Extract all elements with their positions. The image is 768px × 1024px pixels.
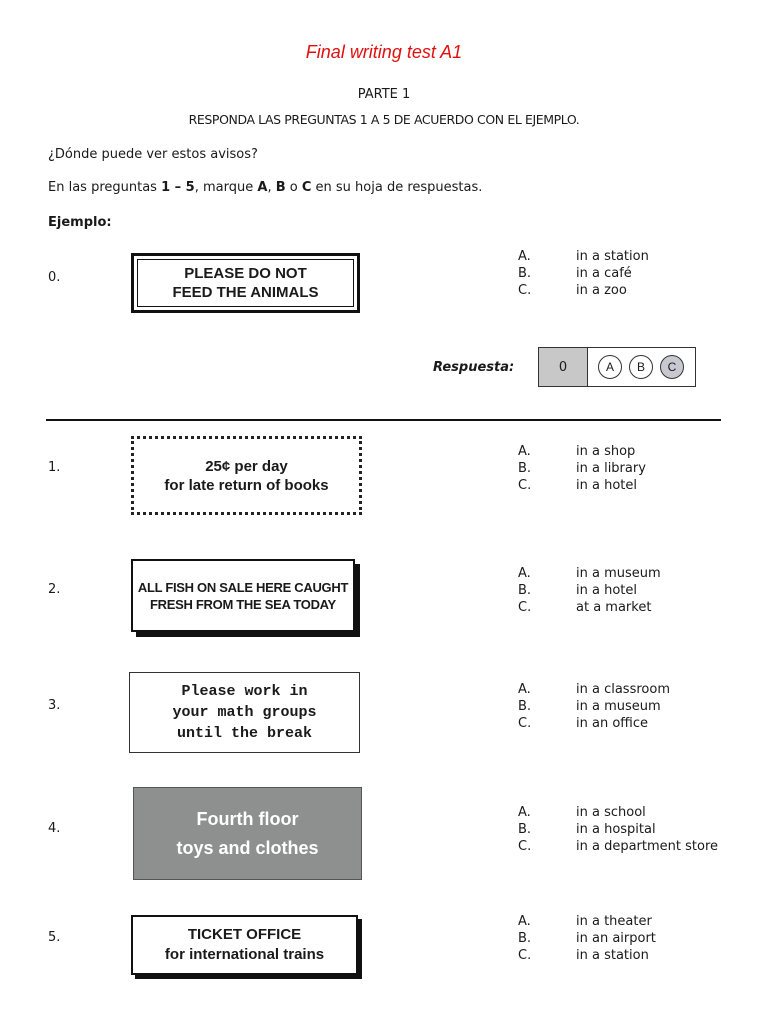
option: B. in a museum: [518, 699, 661, 714]
option: B. in a hospital: [518, 822, 656, 837]
option: A. in a station: [518, 249, 649, 264]
mark-suffix: en su hoja de respuestas.: [311, 180, 483, 195]
option: A. in a classroom: [518, 682, 670, 697]
question-3-options: [518, 681, 670, 732]
option: B. in an airport: [518, 931, 656, 946]
mark-prefix: En las preguntas: [48, 180, 162, 195]
answer-choice-b[interactable]: B: [629, 355, 653, 379]
mark-b: B: [275, 180, 286, 195]
question-number: 3.: [48, 698, 61, 713]
instruction-text: RESPONDA LAS PREGUNTAS 1 A 5 DE ACUERDO CON EL EJEMPLO.: [188, 112, 580, 127]
mark-range: 1 – 5: [161, 180, 195, 195]
page-title: Final writing test A1: [305, 42, 463, 62]
option: B. in a café: [518, 266, 632, 281]
mark-middle: , marque: [194, 180, 258, 195]
answer-box: [538, 347, 696, 387]
question-number: 1.: [48, 460, 61, 475]
example-label: Ejemplo:: [48, 215, 112, 230]
part-heading: PARTE 1: [357, 87, 411, 102]
option: A. in a school: [518, 805, 646, 820]
mark-a: A: [257, 180, 268, 195]
answer-choice-a[interactable]: A: [598, 355, 622, 379]
sign-line: PLEASE DO NOT: [184, 265, 307, 282]
option: A. in a museum: [518, 566, 661, 581]
question-4-options: [518, 804, 718, 855]
answer-choice-c[interactable]: C: [660, 355, 684, 379]
answer-label: Respuesta:: [433, 360, 515, 375]
option: A. in a shop: [518, 444, 636, 459]
mark-sep2: o: [285, 180, 302, 195]
question-text: ¿Dónde puede ver estos avisos?: [48, 147, 258, 162]
question-2-options: [518, 565, 661, 616]
sign-line: FEED THE ANIMALS: [172, 284, 319, 301]
option: C. in a department store: [518, 839, 719, 854]
question-number: 4.: [48, 821, 61, 836]
example-sign: [131, 253, 360, 313]
mark-instruction: [48, 180, 482, 195]
sign-2: ALL FISH ON SALE HERE CAUGHT FRESH FROM THE SEA TODAY: [131, 559, 355, 632]
option: B. in a hotel: [518, 583, 637, 598]
option: C. in a zoo: [518, 283, 627, 298]
example-options: [518, 248, 649, 299]
sign-3: Please work in your math groups until the break: [129, 672, 360, 753]
answer-number: 0: [539, 348, 588, 386]
sign-1: 25¢ per day for late return of books: [131, 436, 362, 515]
option: C. in a hotel: [518, 478, 637, 493]
divider: [46, 419, 721, 421]
sign-5: TICKET OFFICE for international trains: [131, 915, 358, 975]
sign-4: Fourth floor toys and clothes: [133, 787, 362, 880]
mark-c: C: [301, 180, 312, 195]
question-number: 5.: [48, 930, 61, 945]
option: B. in a library: [518, 461, 646, 476]
option: C. at a market: [518, 600, 652, 615]
option: C. in a station: [518, 948, 649, 963]
option: C. in an office: [518, 716, 648, 731]
question-1-options: [518, 443, 646, 494]
question-5-options: [518, 913, 656, 964]
mark-sep1: ,: [267, 180, 276, 195]
example-number: 0.: [48, 270, 61, 285]
option: A. in a theater: [518, 914, 652, 929]
question-number: 2.: [48, 582, 61, 597]
